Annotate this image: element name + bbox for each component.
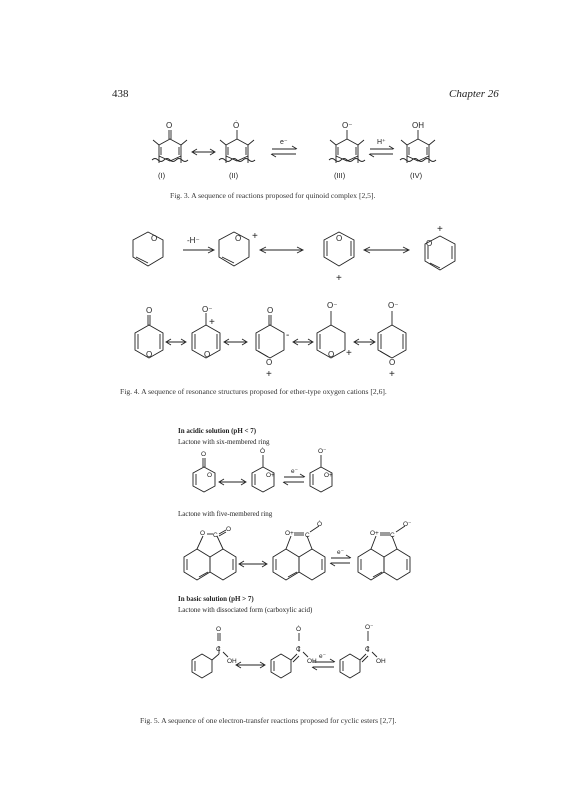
fig5-caption: Fig. 5. A sequence of one electron-transfer reactions proposed for cyclic esters [2,7]. xyxy=(140,716,397,725)
fig4-o-5: O xyxy=(146,306,153,315)
fig4-cation-1 xyxy=(219,232,249,266)
fig5-o-6: O+ xyxy=(324,472,333,479)
fig4-arrow-label: -H⁻ xyxy=(187,236,200,245)
fig4-o-7: O⁻ xyxy=(202,305,213,314)
fig3-label-2: (II) xyxy=(229,171,239,180)
fig4-plus-1: + xyxy=(252,231,258,242)
fig5-c-6: C xyxy=(365,646,370,653)
fig5-o-2: O xyxy=(207,472,213,479)
fig5-lactone5-1 xyxy=(184,530,236,580)
fig5-c-3: C xyxy=(390,532,395,539)
fig4-o-12: O xyxy=(328,350,335,359)
fig4-o-10: O xyxy=(266,358,273,367)
fig3-label-4: (IV) xyxy=(410,171,423,180)
fig5-o-3: Ȯ xyxy=(260,448,266,455)
fig5-o-5: O⁻ xyxy=(318,448,327,455)
page-number: 438 xyxy=(112,88,129,100)
fig3-caption: Fig. 3. A sequence of reactions proposed for quinoid complex [2,5]. xyxy=(170,191,376,200)
fig5-o-9: O+ xyxy=(285,530,294,537)
fig3-structure-1 xyxy=(152,130,188,163)
fig4-o-9: O xyxy=(267,306,274,315)
fig4-pyran xyxy=(133,232,163,266)
fig5-e-2: e⁻ xyxy=(337,549,345,556)
fig5-e-3: e⁻ xyxy=(319,653,327,660)
fig5-six-ring-label: Lactone with six-membered ring xyxy=(178,438,270,446)
fig4-o-13: O⁻ xyxy=(388,301,399,310)
fig4-plus-4: + xyxy=(209,317,215,328)
fig5-acid-2 xyxy=(271,633,308,678)
chapter-title: Chapter 26 xyxy=(449,88,499,100)
fig4-o-11: O⁻ xyxy=(327,301,338,310)
fig4-o-14: O xyxy=(389,358,396,367)
fig3-o-1: O xyxy=(166,121,173,130)
fig5-oh-3: OH xyxy=(376,658,386,665)
fig5-c-4: C xyxy=(216,646,221,653)
fig4-plus-3: + xyxy=(437,224,443,235)
fig4-o-3: O xyxy=(336,234,343,243)
fig5-five-ring-label: Lactone with five-membered ring xyxy=(178,510,273,518)
fig4-plus-5: + xyxy=(266,369,272,380)
fig5-basic-heading: In basic solution (pH > 7) xyxy=(178,595,254,603)
fig3-o-3: O⁻ xyxy=(342,121,353,130)
fig5-oh-1: OH xyxy=(227,658,237,665)
fig5-acid-3 xyxy=(340,631,377,678)
fig3-o-2: Ȯ xyxy=(233,121,240,130)
fig3-structure-4 xyxy=(400,130,436,163)
fig3-h-label: H⁺ xyxy=(377,139,386,146)
fig5-o-13: O xyxy=(216,626,222,633)
fig5-o-15: O⁻ xyxy=(365,624,374,631)
fig5-c-1: C xyxy=(213,532,218,539)
fig3-label-1: (I) xyxy=(158,171,166,180)
fig5-o-10: Ȯ xyxy=(317,521,323,528)
fig4-pyranone-5 xyxy=(378,311,406,358)
fig4-o-2: O xyxy=(235,234,242,243)
fig5-o-11: O+ xyxy=(370,530,379,537)
fig5-o-1: O xyxy=(201,451,207,458)
fig5-o-8: O xyxy=(226,526,232,533)
fig4-plus-7: + xyxy=(389,369,395,380)
fig3-oh-4: OH xyxy=(412,121,424,130)
fig4-plus-6: + xyxy=(346,348,352,359)
fig4-o-8: O xyxy=(204,350,211,359)
fig4-o-1: O xyxy=(151,234,158,243)
fig3-structure-2 xyxy=(219,130,255,163)
fig5-o-7: O xyxy=(200,530,206,537)
fig4-pyranone-3 xyxy=(256,315,284,358)
fig4-o-6: O xyxy=(146,350,153,359)
fig5-lactone5-2 xyxy=(273,526,325,580)
fig4-plus-2: + xyxy=(336,273,342,284)
fig3-label-3: (III) xyxy=(334,171,346,180)
fig5-c-5: C xyxy=(296,646,301,653)
fig5-lactone5-3 xyxy=(358,526,410,580)
fig3-e-label: e⁻ xyxy=(280,139,288,146)
fig5-o-4: O+ xyxy=(266,472,275,479)
fig5-c-2: C xyxy=(305,532,310,539)
fig5-o-14: Ȯ xyxy=(296,626,302,633)
fig5-oh-2: OH xyxy=(307,658,317,665)
fig4-caption: Fig. 4. A sequence of resonance structures proposed for ether-type oxygen cations [2,6]. xyxy=(120,387,387,396)
fig3-structure-3 xyxy=(329,130,365,163)
fig5-acidic-heading: In acidic solution (pH < 7) xyxy=(178,427,257,435)
fig5-o-12: O⁻ xyxy=(403,521,412,528)
fig5-basic-label: Lactone with dissociated form (carboxylic acid) xyxy=(178,606,313,614)
fig5-e-1: e⁻ xyxy=(291,468,299,475)
fig4-o-4: O xyxy=(426,239,433,248)
fig5-acid-1 xyxy=(192,633,228,678)
fig4-minus-1: - xyxy=(286,330,290,341)
